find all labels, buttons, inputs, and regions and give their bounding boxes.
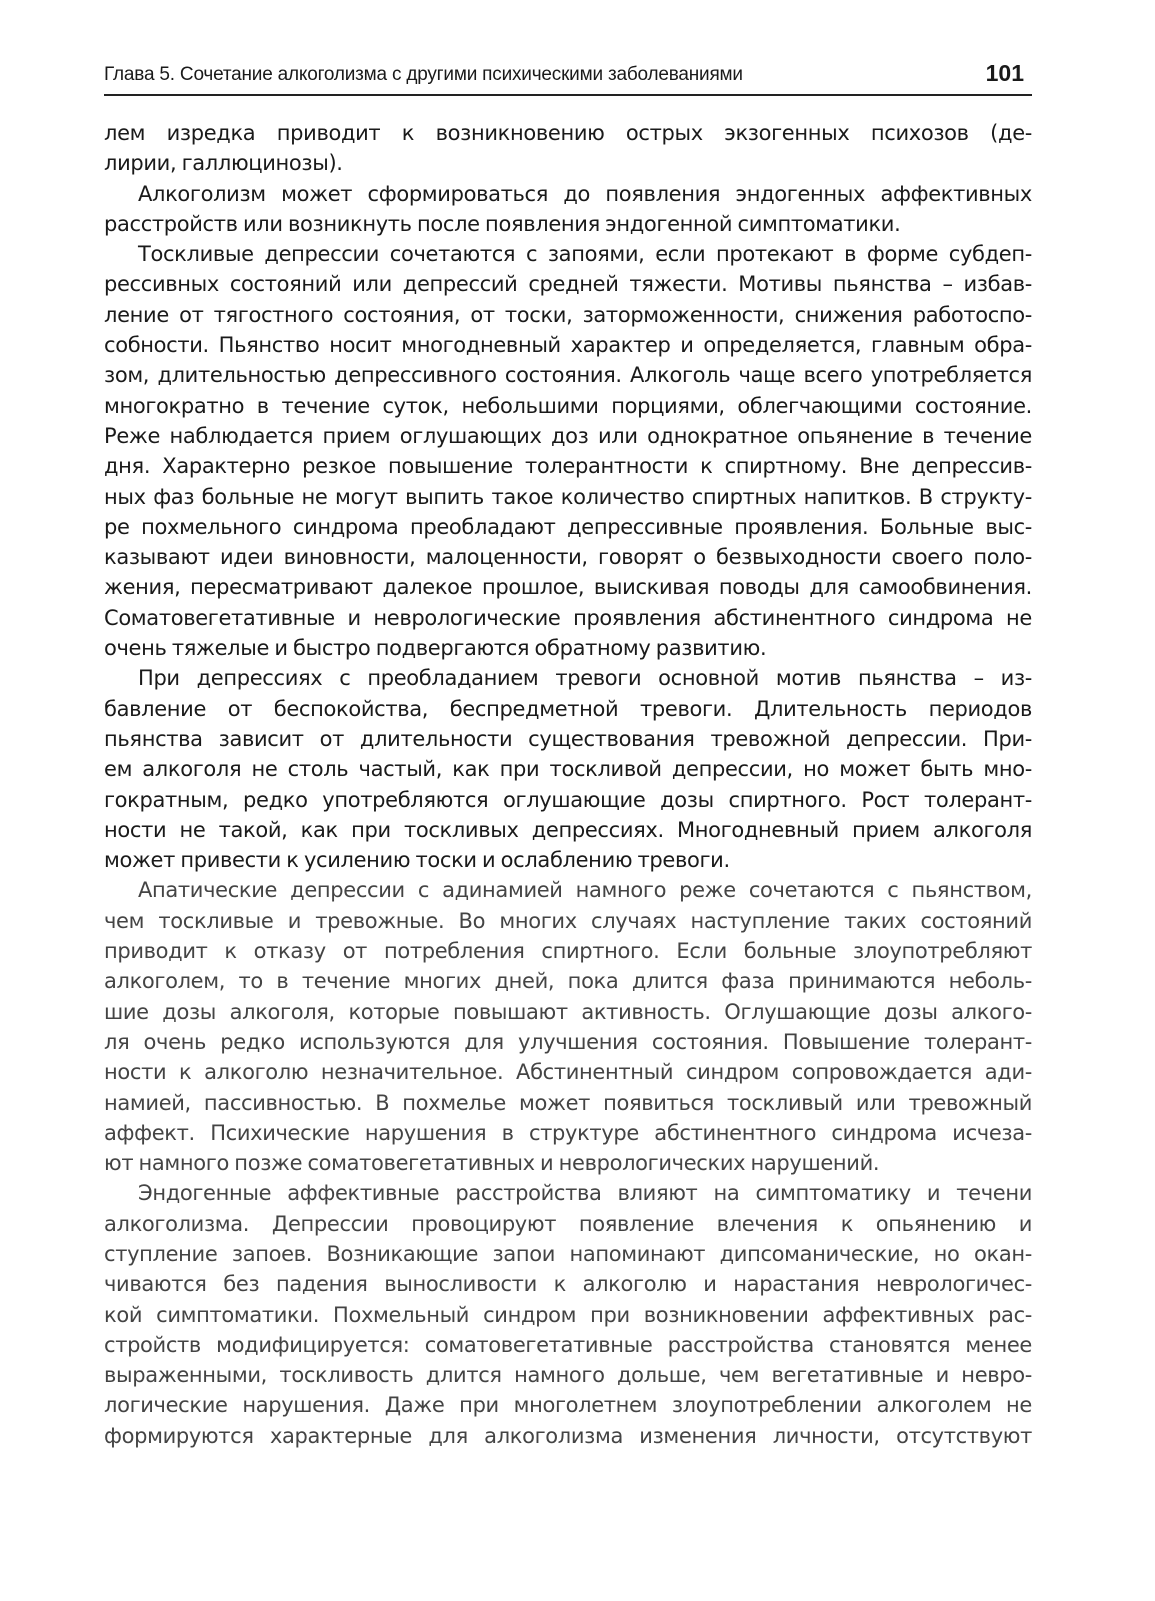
text-line: рессивных состояний или депрессий средней тяжести. Мотивы пьянства – избав- <box>104 272 1032 297</box>
text-line: ности к алкоголю незначительное. Абстинентный синдром сопровождается ади- <box>104 1060 1032 1085</box>
text-line: жения, пересматривают далекое прошлое, выискивая поводы для самообвинения. <box>104 575 1032 600</box>
text-line: расстройств или возникнуть после появления эндогенной симптоматики. <box>104 211 901 236</box>
text-line: гократным, редко употребляются оглушающие дозы спиртного. Рост толерант- <box>104 787 1032 812</box>
text-line: чиваются без падения выносливости к алкоголю и нарастания неврологичес- <box>104 1272 1032 1297</box>
running-head <box>104 56 1032 96</box>
book-page <box>104 56 1032 1451</box>
paragraph-first-line: Алкоголизм может сформироваться до появления эндогенных аффективных <box>138 181 1032 206</box>
paragraph-first-line: При депрессиях с преобладанием тревоги основной мотив пьянства – из- <box>138 666 1032 691</box>
text-line: лем изредка приводит к возникновению острых экзогенных психозов (де- <box>104 121 1032 145</box>
text-line: формируются характерные для алкоголизма изменения личности, отсутствуют <box>104 1423 1032 1448</box>
text-line: ных фаз больные не могут выпить такое количество спиртных напитков. В структу- <box>104 484 1032 509</box>
text-line: кой симптоматики. Похмельный синдром при возникновении аффективных рас- <box>104 1302 1032 1327</box>
text-line: ре похмельного синдрома преобладают депрессивные проявления. Больные выс- <box>104 514 1032 539</box>
text-line: выраженными, тоскливость длится намного дольше, чем вегетативные и невро- <box>104 1363 1032 1388</box>
text-line: чем тоскливые и тревожные. Во многих случаях наступление таких состояний <box>104 908 1032 933</box>
text-line: алкоголизма. Депрессии провоцируют появление влечения к опьянению и <box>104 1211 1032 1236</box>
text-line: лирии, галлюцинозы). <box>104 151 343 176</box>
text-line: алкоголем, то в течение многих дней, пока длится фаза принимаются неболь- <box>104 969 1032 994</box>
text-line: логические нарушения. Даже при многолетнем злоупотреблении алкоголем не <box>104 1393 1032 1418</box>
text-line: Реже наблюдается прием оглушающих доз или однократное опьянение в течение <box>104 423 1032 448</box>
text-line: шие дозы алкоголя, которые повышают активность. Оглушающие дозы алкого- <box>104 999 1032 1024</box>
text-line: собности. Пьянство носит многодневный характер и определяется, главным обра- <box>104 333 1032 358</box>
paragraph-first-line: Тоскливые депрессии сочетаются с запоями, если протекают в форме субдеп- <box>138 242 1032 267</box>
text-line: Соматовегетативные и неврологические проявления абстинентного синдрома не <box>104 605 1032 630</box>
text-line: очень тяжелые и быстро подвергаются обратному развитию. <box>104 636 767 661</box>
text-line: ление от тягостного состояния, от тоски, заторможенности, снижения работоспо- <box>104 302 1032 327</box>
text-line: приводит к отказу от потребления спиртного. Если больные злоупотребляют <box>104 939 1032 964</box>
text-line: стройств модифицируется: соматовегетативные расстройства становятся менее <box>104 1332 1032 1357</box>
text-line: ступление запоев. Возникающие запои напоминают дипсоманические, но окан- <box>104 1241 1032 1266</box>
text-line: бавление от беспокойства, беспредметной тревоги. Длительность периодов <box>104 696 1032 721</box>
text-line: ности не такой, как при тоскливых депрессиях. Многодневный прием алкоголя <box>104 817 1032 842</box>
text-line: ем алкоголя не столь частый, как при тоскливой депрессии, но может быть мно- <box>104 757 1032 782</box>
text-line: может привести к усилению тоски и ослаблению тревоги. <box>104 848 730 873</box>
text-line: пьянства зависит от длительности существования тревожной депрессии. При- <box>104 726 1032 751</box>
text-line: зом, длительностью депрессивного состояния. Алкоголь чаще всего употребляется <box>104 363 1032 388</box>
paragraph-first-line: Эндогенные аффективные расстройства влияют на симптоматику и течени <box>138 1181 1032 1206</box>
text-line: казывают идеи виновности, малоценности, говорят о безвыходности своего поло- <box>104 545 1032 570</box>
chapter-title: Глава 5. Сочетание алкоголизма с другими психическими заболеваниями <box>104 64 743 85</box>
text-line: намией, пассивностью. В похмелье может появиться тоскливый или тревожный <box>104 1090 1032 1115</box>
paragraph-first-line: Апатические депрессии с адинамией намного реже сочетаются с пьянством, <box>138 878 1032 903</box>
text-line: многократно в течение суток, небольшими порциями, облегчающими состояние. <box>104 393 1032 418</box>
text-line: дня. Характерно резкое повышение толерантности к спиртному. Вне депрессив- <box>104 454 1032 479</box>
text-line: ют намного позже соматовегетативных и неврологических нарушений. <box>104 1151 880 1176</box>
body-text <box>104 118 1032 1451</box>
page-number: 101 <box>985 60 1024 86</box>
text-line: аффект. Психические нарушения в структуре абстинентного синдрома исчеза- <box>104 1120 1032 1145</box>
text-line: ля очень редко используются для улучшения состояния. Повышение толерант- <box>104 1029 1032 1054</box>
